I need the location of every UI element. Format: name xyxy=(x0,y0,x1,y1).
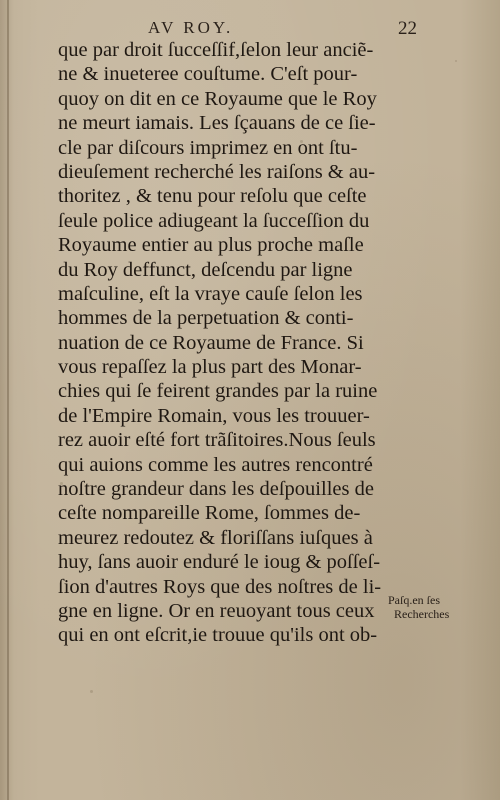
text-line: dieuſement recherché les raiſons & au- xyxy=(58,160,376,183)
text-line: quoy on dit en ce Royaume que le Roy xyxy=(58,87,377,110)
text-line: que par droit ſucceſſif,ſelon leur anciẽ- xyxy=(58,39,374,61)
text-line: meurez redoutez & floriſſans iuſques à xyxy=(58,526,373,549)
text-line: nuation de ce Royaume de France. Si xyxy=(58,331,364,354)
text-line: ſion d'autres Roys que des noſtres de li- xyxy=(58,575,382,598)
text-line: du Roy deffunct, deſcendu par ligne xyxy=(58,258,353,281)
text-line: Royaume entier au plus proche maſle xyxy=(58,234,364,257)
text-line: chies qui ſe feirent grandes par la ruine xyxy=(58,380,378,403)
paper-stain xyxy=(90,690,93,693)
text-line: rez auoir eſté fort trãſitoires.Nous ſeuls xyxy=(58,429,376,452)
page-number: 22 xyxy=(398,18,417,39)
text-line: ceſte nompareille Rome, ſommes de- xyxy=(58,502,361,525)
text-line: thoritez , & tenu pour reſolu que ceſte xyxy=(58,185,367,208)
text-line: cle par diſcours imprimez en ont ſtu- xyxy=(58,136,358,159)
text-line: de l'Empire Romain, vous les trouuer- xyxy=(58,404,370,427)
text-line: ſeule police adiugeant la ſucceſſion du xyxy=(58,209,370,232)
text-line: gne en ligne. Or en reuoyant tous ceux xyxy=(58,599,375,622)
running-title: AV ROY. xyxy=(148,18,234,37)
text-line: qui en ont eſcrit,ie trouue qu'ils ont ob- xyxy=(58,624,378,647)
margin-note xyxy=(388,593,498,621)
gutter-shadow xyxy=(7,0,9,800)
paper-stain xyxy=(455,60,457,62)
text-line: ne & inueteree couſtume. C'eſt pour- xyxy=(58,63,358,86)
text-line: hommes de la perpetuation & conti- xyxy=(58,307,354,330)
text-line: maſculine, eſt la vraye cauſe ſelon les xyxy=(58,282,363,305)
body-text xyxy=(58,38,398,648)
text-line: huy, ſans auoir enduré le ioug & poſſeſ- xyxy=(58,551,381,574)
text-line: ne meurt iamais. Les ſçauans de ce ſie- xyxy=(58,112,376,135)
text-line: vous repaſſez la plus part des Monar- xyxy=(58,356,362,379)
text-line: noſtre grandeur dans les deſpouilles de xyxy=(58,478,374,501)
text-line: qui auions comme les autres rencontré xyxy=(58,453,373,476)
margin-note-line-1: Paſq.en ſes xyxy=(388,593,440,607)
margin-note-line-2: Recherches xyxy=(394,607,450,621)
